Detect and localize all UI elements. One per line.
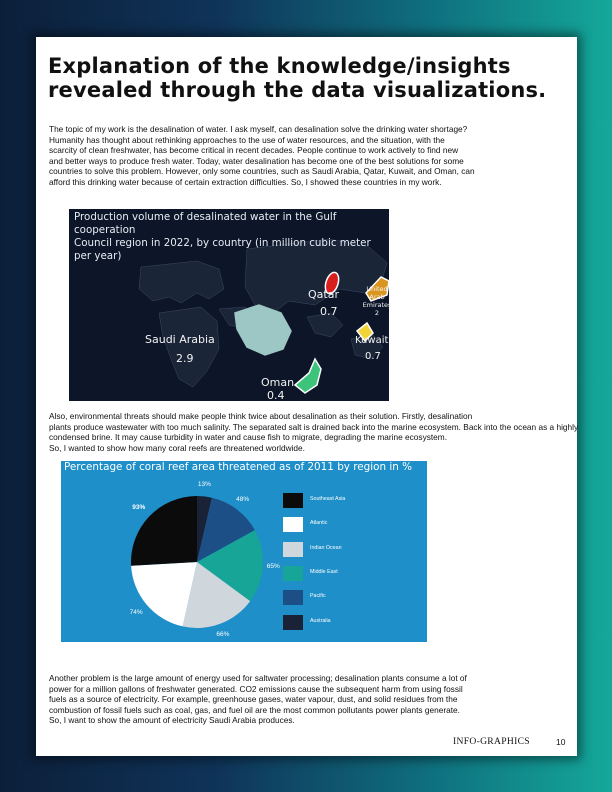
intro-paragraph: [49, 124, 569, 188]
legend-swatch: [283, 542, 303, 557]
energy-line: fuels as a source of electricity. For example, greenhouse gases, water vapour, dust, and solid residues from the: [49, 694, 458, 705]
page-title-line-2: revealed through the data visualizations.: [48, 78, 547, 102]
oman-value: 0.4: [267, 389, 285, 402]
energy-paragraph: [49, 673, 569, 726]
legend-label: Indian Ocean: [310, 544, 342, 551]
legend-label: Pacific: [310, 593, 326, 600]
saudi-arabia-value: 2.9: [176, 352, 194, 365]
qatar-label: Qatar: [308, 288, 339, 301]
kuwait-label: Kuwait: [355, 335, 389, 346]
legend-swatch: [283, 517, 303, 532]
energy-line: combustion of fossil fuels such as coal, gas, and fuel oil are the most common pollutants power plants generate.: [49, 704, 460, 715]
intro-line: countries to solve this problem. However, only some countries, such as Saudi Arabia, Qatar, Kuwait, and Oman, can: [49, 166, 475, 177]
legend-label: Southeast Asia: [310, 496, 346, 502]
environment-line: Also, environmental threats should make people think twice about desalination as their solution. Firstly, desalination: [49, 411, 473, 421]
environment-paragraph: [49, 411, 579, 453]
gulf-desalination-map: [69, 209, 392, 402]
oman-region: [295, 359, 321, 393]
environment-line: So, I wanted to show how many coral reefs are threatened worldwide.: [49, 442, 305, 453]
page-title-line-1: Explanation of the knowledge/insights: [48, 54, 511, 78]
chart-title: Percentage of coral reef area threatened as of 2011 by region in %: [64, 461, 413, 473]
intro-line: The topic of my work is the desalination of water. I ask myself, can desalination solve the drinking water shortage?: [49, 124, 468, 134]
legend-swatch: [283, 493, 303, 508]
intro-line: afford this drinking water because of certain extraction difficulties. So, I showed these countries in my work.: [49, 176, 442, 187]
qatar-value: 0.7: [320, 305, 338, 318]
legend-swatch: [283, 566, 303, 581]
intro-line: and better ways to produce fresh water. Today, water desalination has become one of the best solutions for some: [49, 155, 464, 166]
coral-reef-pie-chart: [61, 461, 427, 642]
pie-graphic: [61, 461, 427, 642]
page-number: 10: [556, 737, 566, 747]
environment-line: plants produce wastewater with too much salinity. The separated salt is drained back into the marine ecosystem. Back into the ocean as a highly: [49, 421, 579, 432]
legend-label: Australia: [310, 617, 331, 624]
uae-label: [355, 285, 399, 317]
pie-label: 66%: [216, 631, 230, 638]
energy-line: Another problem is the large amount of energy used for saltwater processing; desalination plants consume a lot of: [49, 673, 467, 683]
intro-line: Humanity has thought about rethinking approaches to the use of water resources, and the situation, with the: [49, 134, 445, 145]
pie-label: 65%: [266, 563, 280, 571]
uae-label-line-1: United: [366, 285, 388, 293]
page-title: [48, 54, 568, 102]
footer-section-label: INFO-GRAPHICS: [453, 736, 530, 747]
map-title: [74, 211, 389, 263]
saudi-arabia-region: [235, 305, 291, 355]
legend-label: Middle East: [310, 568, 338, 575]
saudi-arabia-label: Saudi Arabia: [145, 333, 215, 346]
legend-swatch: [283, 590, 303, 605]
energy-line: So, I want to show the amount of electricity Saudi Arabia produces.: [49, 715, 295, 726]
oman-label: Oman: [261, 376, 295, 389]
pie-label: 48%: [236, 495, 250, 503]
uae-label-line-2: Arab Emirates: [362, 293, 392, 309]
energy-line: power for a million gallons of freshwater generated. CO2 emissions cause the subsequent harm from using fossil: [49, 683, 463, 694]
kuwait-value: 0.7: [365, 351, 381, 362]
uae-value: 2: [374, 309, 380, 317]
pie-label: 13%: [197, 480, 211, 488]
pie-label: 74%: [129, 608, 143, 616]
map-title-line-2: Council region in 2022, by country (in million cubic meter per year): [74, 237, 371, 262]
legend-label: Atlantic: [310, 520, 328, 527]
legend-swatch: [283, 615, 303, 630]
environment-line: condensed brine. It may cause turbidity in water and cause fish to migrate, degrading the marine ecosystem.: [49, 432, 447, 443]
map-title-line-1: Production volume of desalinated water in the Gulf cooperation: [74, 211, 337, 236]
pie-label: 93%: [132, 504, 146, 512]
document-page: [36, 37, 577, 756]
intro-line: scarcity of clean freshwater, has become critical in recent decades. People continue to work actively to find new: [49, 145, 459, 156]
